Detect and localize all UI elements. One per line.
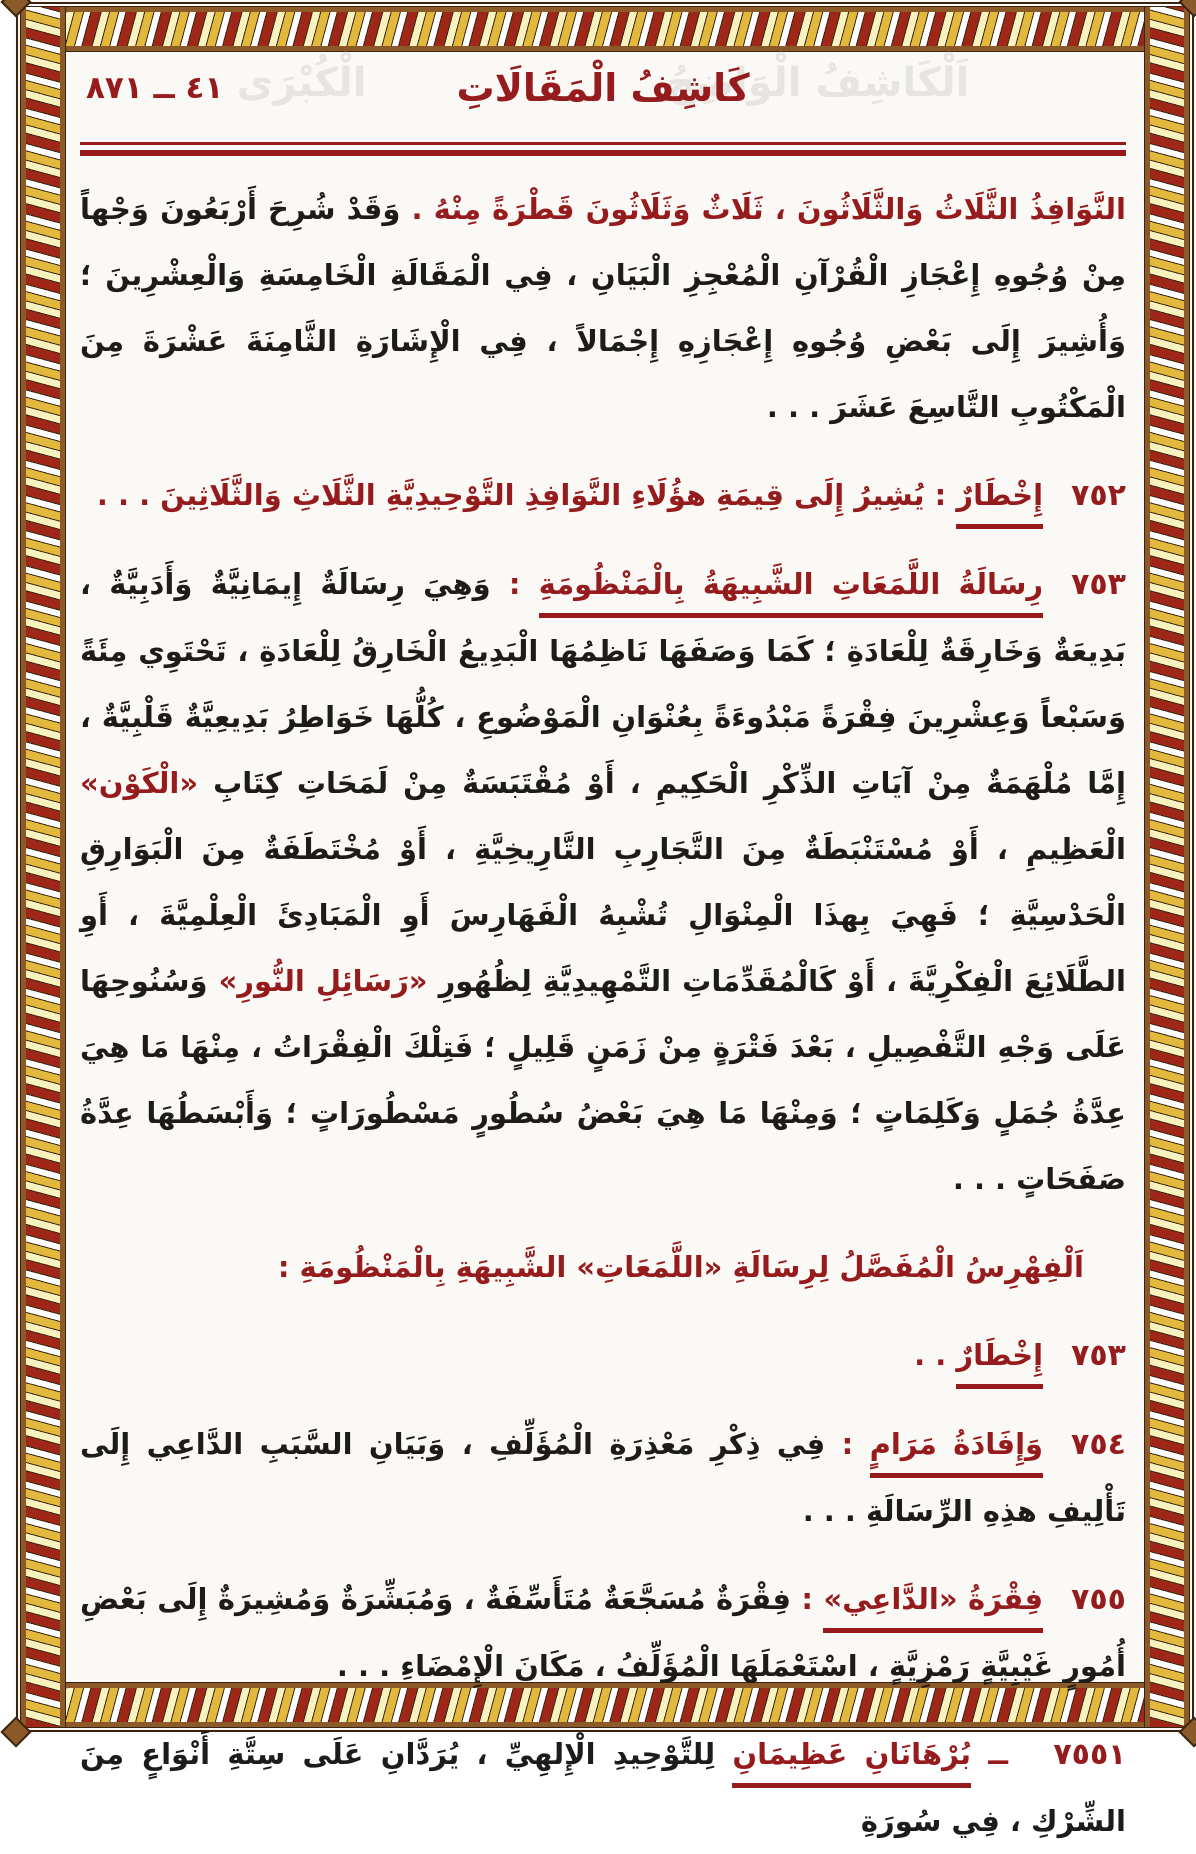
fihris-heading	[80, 1234, 1126, 1300]
border-top	[21, 7, 1189, 51]
text-segment: :	[825, 1427, 870, 1461]
entry-body	[80, 1427, 1126, 1528]
entry-number: ٧٥٤	[1071, 1427, 1126, 1462]
entry-752	[80, 462, 1126, 529]
paragraph-intro	[80, 176, 1126, 440]
border-right	[1145, 7, 1189, 1727]
entry-753-lamaat	[80, 551, 1126, 1212]
entry-number: ٧٥٥	[1053, 1737, 1109, 1772]
border-left	[21, 7, 65, 1727]
entry-body	[80, 567, 1126, 1196]
text-segment: :	[490, 567, 539, 601]
text-segment: اَلْفِهْرِسُ الْمُفَصَّلُ لِرِسَالَةِ «اللَّمَعَاتِ» الشَّبِيهَةِ بِالْمَنْظُومَةِ :	[277, 1250, 1084, 1284]
divider-thin-line	[80, 142, 1126, 145]
text-segment: . .	[914, 1338, 957, 1372]
entry-heading: رِسَالَةُ اللَّمَعَاتِ الشَّبِيهَةُ بِالْمَنْظُومَةِ	[539, 567, 1043, 618]
text-segment: وَهِيَ رِسَالَةٌ إِيمَانِيَّةٌ وَأَدَبِيَّةٌ ، بَدِيعَةٌ وَخَارِقَةٌ لِلْعَادَةِ ؛ كَمَا وَصَفَهَا نَاظِمُهَا الْبَدِيعُ الْخَارِقُ لِلْعَادَةِ ، تَحْتَوِي مِئَةً وَسَبْعاً وَعِشْرِينَ فِقْرَةً مَبْدُوءَةً بِعُنْوَانِ الْمَوْضُوعِ ، كُلُّهَا خَوَاطِرُ بَدِيعِيَّةٌ قَلْبِيَّةٌ ، إِمَّا مُلْهَمَةٌ مِنْ آيَاتِ الذِّكْرِ الْحَكِيمِ ، أَوْ مُقْتَبَسَةٌ مِنْ لَمَحَاتِ كِتَابِ	[80, 567, 1126, 800]
entry-number: ٧٥٢	[1071, 478, 1126, 513]
entry-body	[914, 1338, 1043, 1389]
entry-number: ٧٥٣	[1071, 1338, 1126, 1373]
entry-heading: فِقْرَةُ «الدَّاعِي»	[823, 1582, 1043, 1633]
entry-heading: بُرْهَانَانِ عَظِيمَانِ	[732, 1737, 971, 1788]
watermark-right-fragment: اَلْكَاشِفُ الْوَاضِحُ	[666, 60, 970, 106]
text-segment: «الْكَوْن»	[80, 766, 199, 800]
text-segment: :	[791, 1582, 824, 1616]
entry-heading: إِخْطَارٌ	[956, 1338, 1043, 1389]
watermark-left-fragment: الْكُبْرَى	[236, 60, 367, 106]
entry-755-faqra	[80, 1566, 1126, 1699]
page-header	[80, 58, 1126, 134]
entry-754	[80, 1411, 1126, 1544]
entry-heading: إِخْطَارٌ	[956, 478, 1043, 529]
text-segment: ١ ــ	[971, 1737, 1126, 1771]
text-segment: لِلتَّوْحِيدِ الْإِلهِيِّ ، يُرَدَّانِ عَلَى سِتَّةِ أَنْوَاعٍ مِنَ الشِّرْكِ ، فِي سُورَةِ	[80, 1737, 1126, 1838]
body-text	[80, 176, 1126, 1854]
entry-body	[97, 478, 1043, 529]
text-segment: وَقَدْ شُرِحَ أَرْبَعُونَ وَجْهاً مِنْ وُجُوهِ إِعْجَازِ الْقُرْآنِ الْمُعْجِزِ الْبَيَانِ ، فِي الْمَقَالَةِ الْخَامِسَةِ وَالْعِشْرِينَ ؛ وَأُشِيرَ إِلَى بَعْضِ وُجُوهِ إِعْجَازِهِ إِجْمَالاً ، فِي الْإِشَارَةِ الثَّامِنَةَ عَشْرَةَ مِنَ الْمَكْتُوبِ التَّاسِعَ عَشَرَ . . .	[80, 192, 1126, 424]
entry-number: ٧٥٣	[1071, 567, 1126, 602]
entry-753-ikhtar	[80, 1322, 1126, 1389]
text-segment: الْعَظِيمِ ، أَوْ مُسْتَنْبَطَةٌ مِنَ التَّجَارِبِ التَّارِيخِيَّةِ ، أَوْ مُخْتَطَفَةٌ مِنَ الْبَوَارِقِ الْحَدْسِيَّةِ ؛ فَهِيَ بِهذَا الْمِنْوَالِ تُشْبِهُ الْفَهَارِسَ أَوِ الْمَبَادِئَ الْعِلْمِيَّةَ ، أَوِ الطَّلَائِعَ الْفِكْرِيَّةَ ، أَوْ كَالْمُقَدِّمَاتِ التَّمْهِيدِيَّةِ لِظُهُورِ	[80, 832, 1126, 998]
text-segment: فِي ذِكْرِ مَعْذِرَةِ الْمُؤَلِّفِ ، وَبَيَانِ السَّبَبِ الدَّاعِي إِلَى تَأْلِيفِ هذِهِ الرِّسَالَةِ . . .	[80, 1427, 1126, 1528]
text-segment: «رَسَائِلِ النُّورِ»	[218, 964, 428, 998]
page-content	[80, 58, 1126, 1838]
text-segment: النَّوَافِذُ الثَّلَاثُ وَالثَّلَاثُونَ ، ثَلَاثٌ وَثَلَاثُونَ قَطْرَةً مِنْهُ .	[400, 192, 1126, 226]
text-segment: فِقْرَةٌ مُسَجَّعَةٌ مُتَأَسِّفَةٌ ، وَمُبَشِّرَةٌ وَمُشِيرَةٌ إِلَى بَعْضِ أُمُورٍ غَيْبِيَّةٍ رَمْزِيَّةٍ ، اسْتَعْمَلَهَا الْمُؤَلِّفُ ، مَكَانَ الْإِمْضَاءِ . . .	[80, 1582, 1126, 1683]
entry-body	[80, 1582, 1126, 1683]
text-segment: وَسُنُوحِهَا عَلَى وَجْهِ التَّفْصِيلِ ، بَعْدَ فَتْرَةٍ مِنْ زَمَنٍ قَلِيلٍ ؛ فَتِلْكَ الْفِقْرَاتُ ، مِنْهَا مَا هِيَ عِدَّةُ جُمَلٍ وَكَلِمَاتٍ ؛ وَمِنْهَا مَا هِيَ بَعْضُ سُطُورٍ مَسْطُورَاتٍ ؛ وَأَبْسَطُهَا عِدَّةُ صَفَحَاتٍ . . .	[80, 964, 1126, 1196]
text-segment: : يُشِيرُ إِلَى قِيمَةِ هؤُلَاءِ النَّوَافِذِ التَّوْحِيدِيَّةِ الثَّلَاثِ وَالثَّلَاثِينَ . . .	[96, 478, 957, 512]
book-page	[14, 0, 1196, 1838]
page-title: كَاشِفُ الْمَقَالَاتِ	[456, 66, 750, 110]
entry-number: ٧٥٥	[1071, 1582, 1126, 1617]
page-number-label: ٤١ ــ ٨٧١	[86, 70, 224, 106]
header-divider-rule	[80, 142, 1126, 156]
entry-755-burhanan	[80, 1721, 1126, 1854]
entry-body	[80, 1737, 1126, 1838]
entry-heading: وَإِفَادَةُ مَرَامٍ	[870, 1427, 1043, 1478]
divider-thick-line	[80, 150, 1126, 156]
